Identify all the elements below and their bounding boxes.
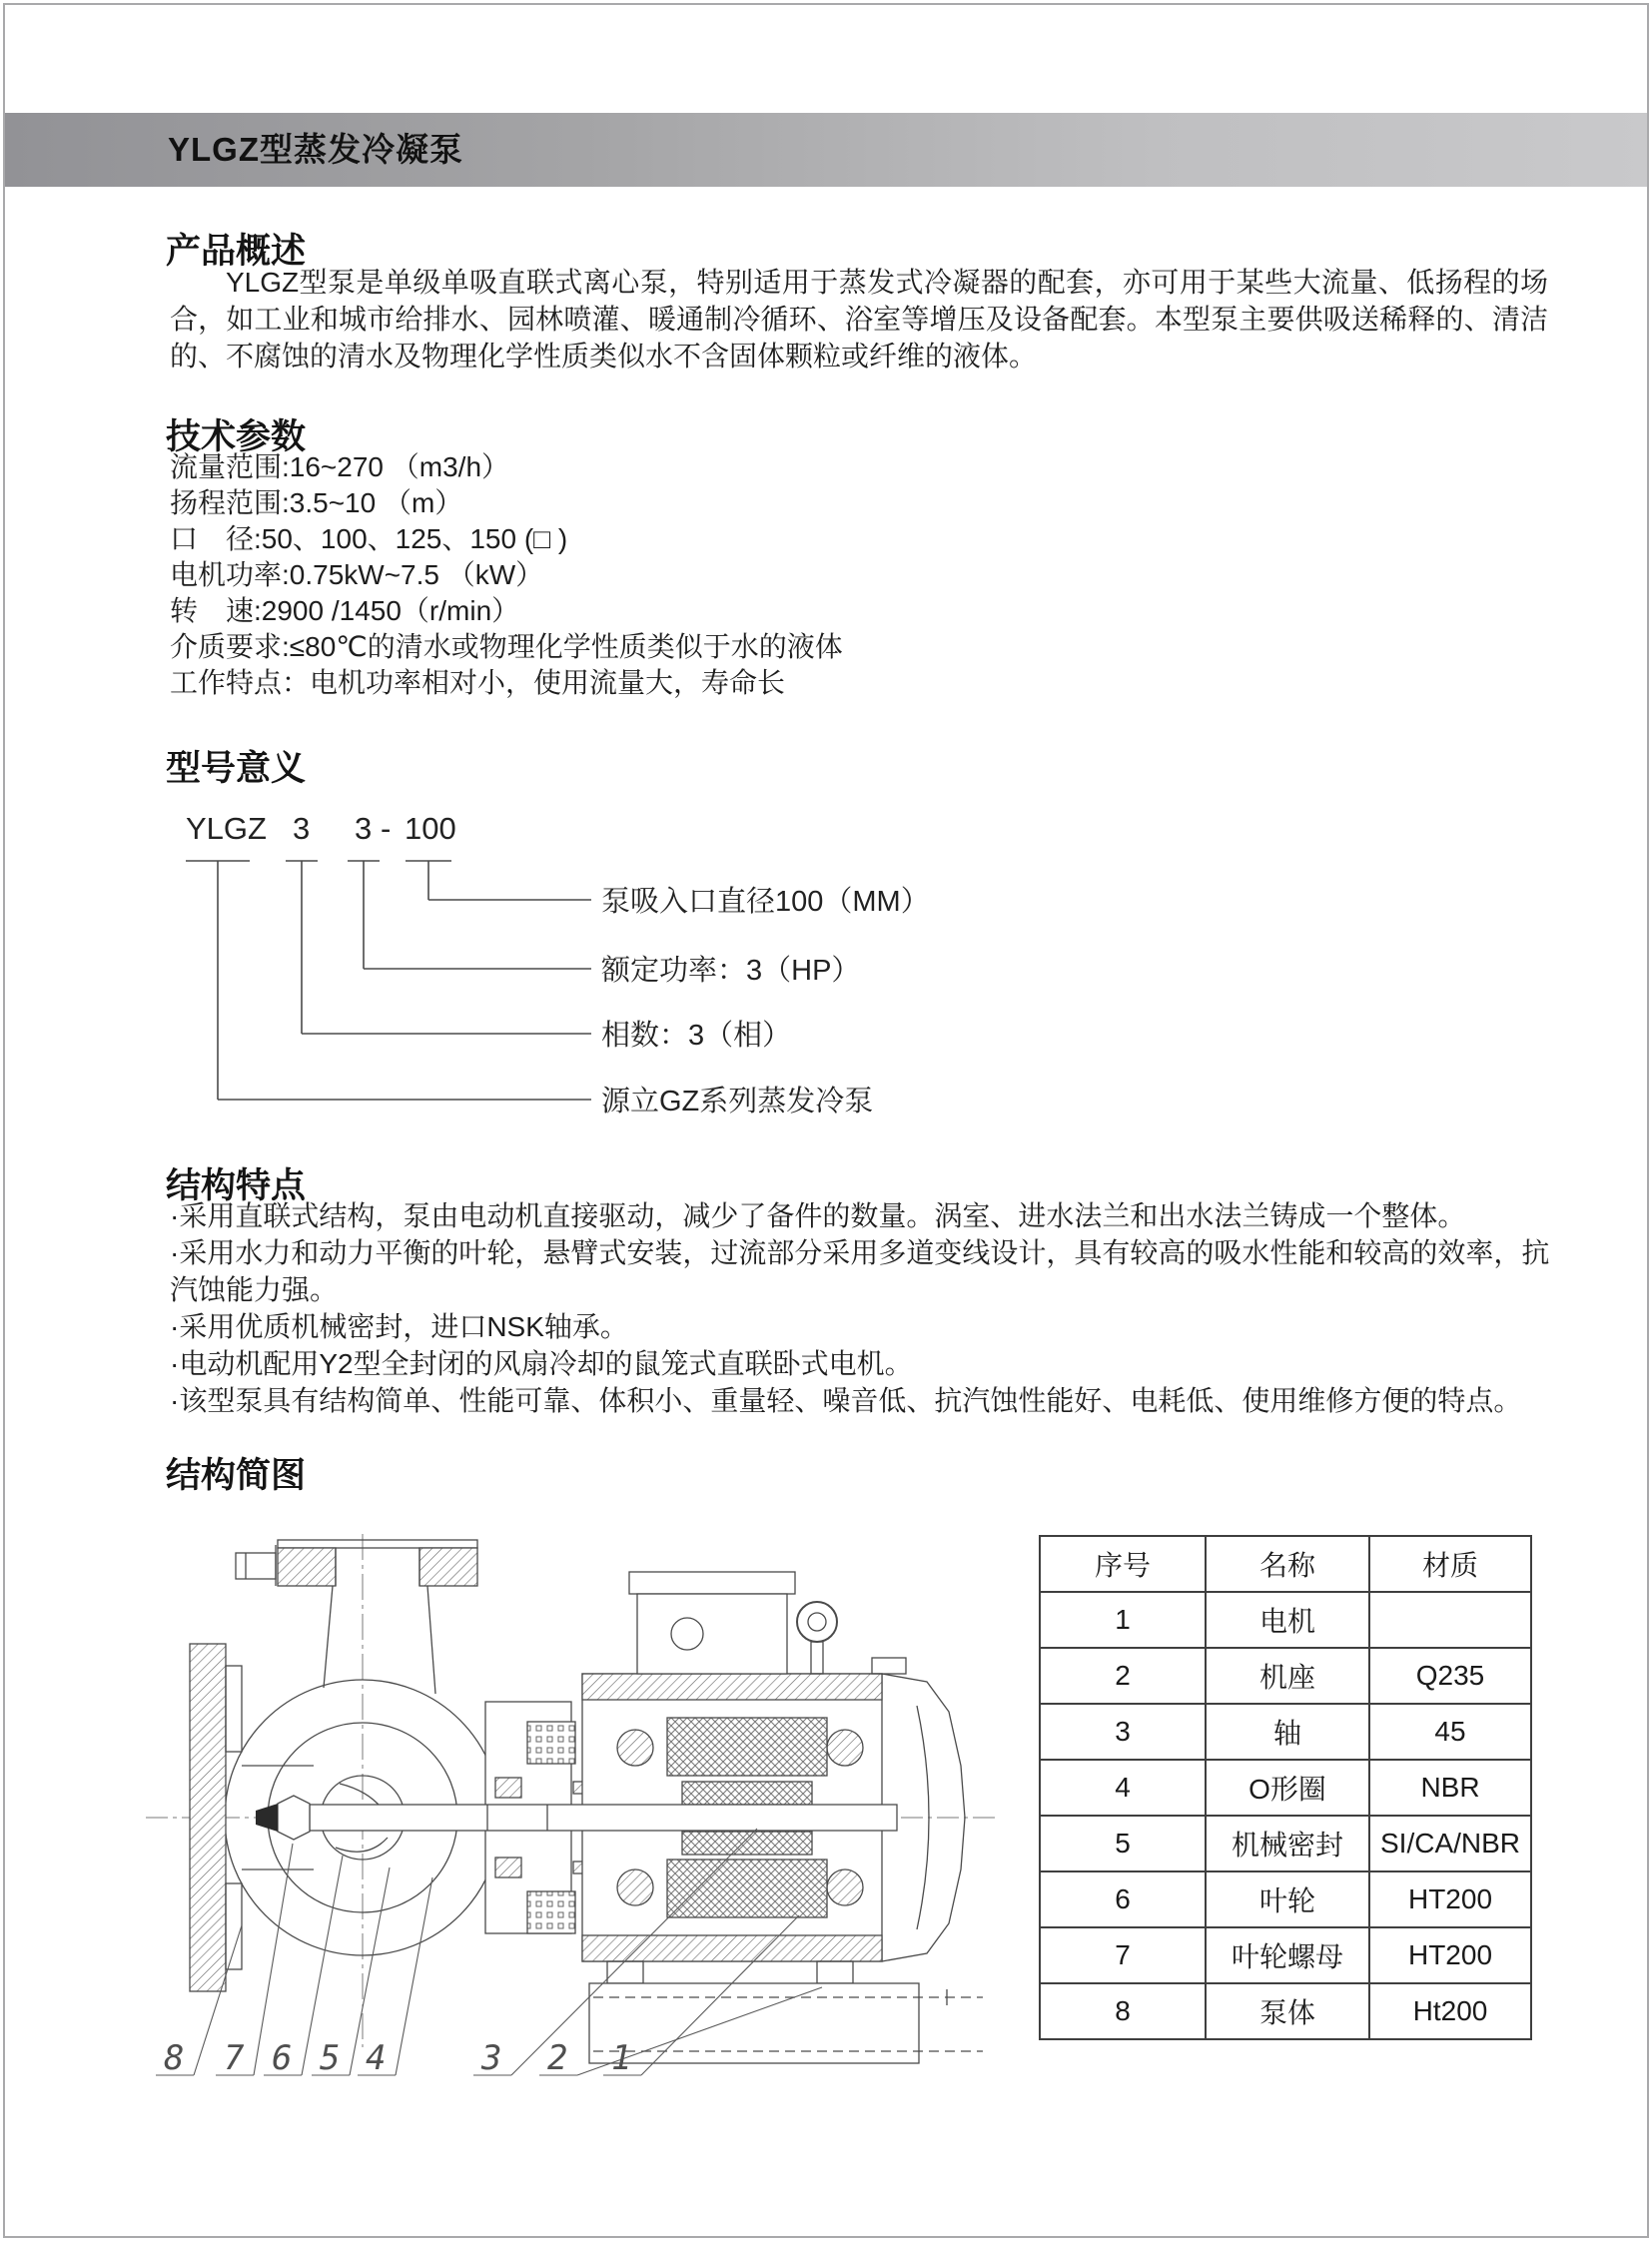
model-token-inlet: 100: [405, 811, 456, 846]
callout-6: 6: [272, 2038, 293, 2078]
feature-item: ·采用水力和动力平衡的叶轮，悬臂式安装，过流部分采用多道变线设计，具有较高的吸水性能和较高的效率，抗汽蚀能力强。: [170, 1237, 1550, 1305]
tech-param-line: 口 径:50、100、125、150 (□ ): [170, 523, 568, 554]
callout-1: 1: [611, 2038, 632, 2078]
cell-index: 7: [1040, 1927, 1206, 1983]
table-header-row: [1040, 1536, 1531, 1592]
cell-material: HT200: [1369, 1871, 1531, 1927]
callout-2: 2: [547, 2038, 568, 2078]
table-row: [1040, 1648, 1531, 1704]
callout-8: 8: [164, 2038, 185, 2078]
model-label-phase: 相数：3（相）: [601, 1020, 792, 1052]
cell-material: Q235: [1369, 1648, 1531, 1704]
cell-material: Ht200: [1369, 1983, 1531, 2039]
tech-param-line: 电机功率:0.75kW~7.5 （kW）: [170, 559, 544, 590]
tech-params-list: [170, 449, 843, 701]
cell-name: O形圈: [1206, 1760, 1369, 1816]
model-label-power: 额定功率：3（HP）: [601, 955, 861, 987]
cell-material: [1369, 1592, 1531, 1648]
table-row: [1040, 1871, 1531, 1927]
cell-material: NBR: [1369, 1760, 1531, 1816]
cell-name: 机械密封: [1206, 1816, 1369, 1871]
cell-index: 2: [1040, 1648, 1206, 1704]
model-meaning-heading: 型号意义: [166, 749, 307, 788]
tech-param-line: 转 速:2900 /1450（r/min）: [170, 595, 520, 626]
table-row: [1040, 1760, 1531, 1816]
cell-name: 泵体: [1206, 1983, 1369, 2039]
table-row: [1040, 1927, 1531, 1983]
feature-item: ·采用直联式结构，泵由电动机直接驱动，减少了备件的数量。涡室、进水法兰和出水法兰铸成一个整体。: [170, 1200, 1466, 1231]
tech-param-line: 流量范围:16~270 （m3/h）: [170, 451, 510, 482]
col-header-material: 材质: [1369, 1536, 1531, 1592]
tech-param-line: 介质要求:≤80℃的清水或物理化学性质类似于水的液体: [170, 631, 843, 662]
table-row: [1040, 1983, 1531, 2039]
cell-material: SI/CA/NBR: [1369, 1816, 1531, 1871]
model-label-series: 源立GZ系列蒸发冷泵: [601, 1086, 874, 1118]
cell-material: 45: [1369, 1704, 1531, 1760]
cell-name: 机座: [1206, 1648, 1369, 1704]
feature-item: ·电动机配用Y2型全封闭的风扇冷却的鼠笼式直联卧式电机。: [170, 1348, 913, 1379]
cell-index: 8: [1040, 1983, 1206, 2039]
callout-7: 7: [224, 2038, 245, 2078]
tech-param-line: 工作特点：电机功率相对小，使用流量大，寿命长: [170, 667, 786, 698]
model-token-dash: -: [381, 811, 392, 846]
section-title-bar: [5, 113, 1647, 187]
overview-paragraph: YLGZ型泵是单级单吸直联式离心泵，特别适用于蒸发式冷凝器的配套，亦可用于某些大流量、低扬程的场合，如工业和城市给排水、园林喷灌、暖通制冷循环、浴室等增压及设备配套。本型泵主要供吸送稀释的、清洁的、不腐蚀的清水及物理化学性质类似水不含固体颗粒或纤维的液体。: [170, 267, 1548, 372]
cell-material: HT200: [1369, 1927, 1531, 1983]
callout-4: 4: [366, 2038, 387, 2078]
features-heading: 结构特点: [166, 1166, 307, 1205]
cell-index: 4: [1040, 1760, 1206, 1816]
feature-item: ·该型泵具有结构简单、性能可靠、体积小、重量轻、噪音低、抗汽蚀性能好、电耗低、使用维修方便的特点。: [170, 1385, 1522, 1416]
pump-cross-section-drawing: [128, 1526, 1007, 2085]
table-row: [1040, 1816, 1531, 1871]
col-header-name: 名称: [1206, 1536, 1369, 1592]
tech-param-line: 扬程范围:3.5~10 （m）: [170, 487, 463, 518]
page-title: YLGZ型蒸发冷凝泵: [168, 131, 463, 168]
col-header-index: 序号: [1040, 1536, 1206, 1592]
tech-params-heading: 技术参数: [166, 417, 307, 456]
cell-index: 6: [1040, 1871, 1206, 1927]
cell-name: 轴: [1206, 1704, 1369, 1760]
cell-name: 叶轮: [1206, 1871, 1369, 1927]
cell-index: 5: [1040, 1816, 1206, 1871]
model-code-diagram: [150, 799, 1049, 1128]
model-token-phase: 3: [293, 811, 311, 846]
feature-item: ·采用优质机械密封，进口NSK轴承。: [170, 1311, 628, 1342]
callout-3: 3: [481, 2038, 502, 2078]
parts-material-table: [1039, 1535, 1532, 2040]
cell-index: 3: [1040, 1704, 1206, 1760]
features-list: [170, 1197, 1576, 1419]
cell-index: 1: [1040, 1592, 1206, 1648]
cell-name: 叶轮螺母: [1206, 1927, 1369, 1983]
cell-name: 电机: [1206, 1592, 1369, 1648]
callout-5: 5: [320, 2038, 341, 2078]
table-row: [1040, 1704, 1531, 1760]
model-token-power: 3: [355, 811, 373, 846]
model-token-series: YLGZ: [186, 811, 267, 846]
table-row: [1040, 1592, 1531, 1648]
overview-heading: 产品概述: [166, 232, 307, 271]
model-label-inlet: 泵吸入口直径100（MM）: [601, 886, 930, 918]
structure-heading: 结构简图: [166, 1456, 307, 1495]
